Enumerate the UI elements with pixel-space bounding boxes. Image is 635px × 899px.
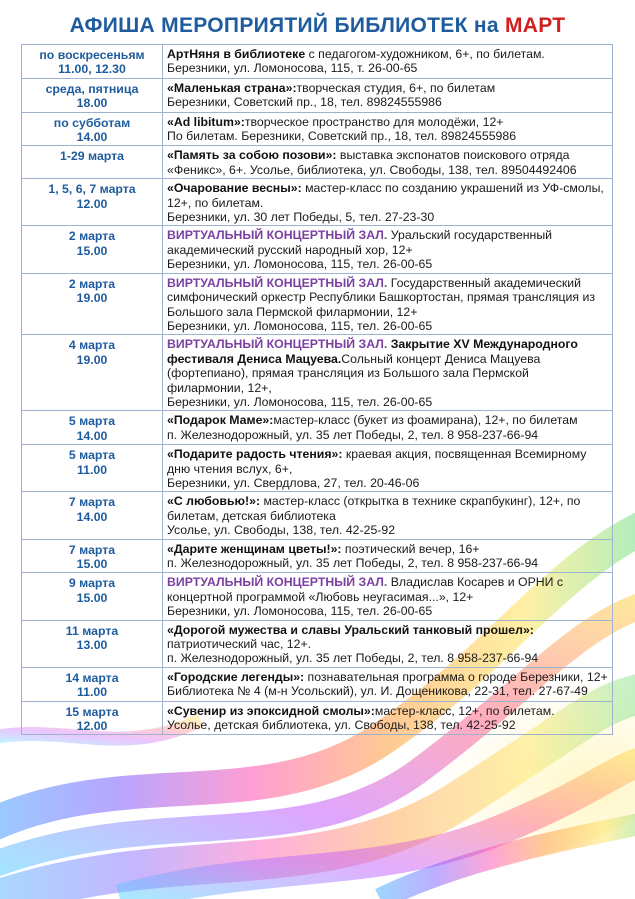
event-date: 2 марта <box>68 229 116 244</box>
event-description-line <box>167 81 608 95</box>
event-row <box>22 78 613 112</box>
event-date: по субботам <box>53 115 131 130</box>
event-when-cell <box>22 492 163 539</box>
event-date: 9 марта <box>68 576 116 591</box>
event-row <box>22 445 613 492</box>
event-detail: мастер-класс по созданию украшений из УФ-смолы, 12+, по билетам. <box>167 181 604 210</box>
event-row <box>22 573 613 620</box>
event-name: «Дарите женщинам цветы!»: <box>167 541 342 556</box>
event-name: «Подарок Маме»: <box>167 413 274 428</box>
event-detail: мастер-класс (букет из фоамирана), 12+, по билетам <box>273 413 578 428</box>
event-time: 15.00 <box>76 590 108 605</box>
event-detail: мастер-класс, 12+, по билетам. <box>374 703 555 718</box>
event-description-line <box>167 148 608 177</box>
event-detail: творческое пространство для молодёжи, 12+ <box>244 114 504 129</box>
event-row <box>22 146 613 179</box>
event-description-line <box>167 494 608 523</box>
event-detail: Владислав Косарев и ОРНИ с концертной программой «Любовь неугасимая...», 12+ <box>167 575 564 604</box>
event-description-line <box>167 95 608 109</box>
event-venue: ВИРТУАЛЬНЫЙ КОНЦЕРТНЫЙ ЗАЛ. <box>167 275 388 290</box>
event-detail: Березники, ул. Ломоносова, 115, тел. 26-00-65 <box>167 257 433 272</box>
event-description-line <box>167 228 608 257</box>
event-description-line <box>167 651 608 665</box>
event-date: 7 марта <box>68 495 116 510</box>
event-date: 7 марта <box>68 542 116 557</box>
event-date: 15 марта <box>65 704 119 719</box>
event-name: «Сувенир из эпоксидной смолы»: <box>167 703 375 718</box>
event-date: 14 марта <box>65 670 119 685</box>
event-row <box>22 273 613 335</box>
event-detail: краевая акция, посвященная Всемирному дню чтения вслух, 6+, <box>167 447 587 476</box>
event-description-line <box>167 337 608 395</box>
event-description-line <box>167 575 608 604</box>
event-row <box>22 492 613 539</box>
event-detail: поэтический вечер, 16+ <box>341 541 480 556</box>
event-row <box>22 667 613 701</box>
event-date: по воскресеньям <box>39 48 145 62</box>
event-row <box>22 226 613 273</box>
poster-title <box>0 14 635 38</box>
event-description-cell <box>163 45 613 79</box>
poster-title-month: МАРТ <box>504 14 566 37</box>
event-venue: ВИРТУАЛЬНЫЙ КОНЦЕРТНЫЙ ЗАЛ. <box>167 228 388 243</box>
event-when-cell <box>22 445 163 492</box>
event-detail: п. Железнодорожный, ул. 35 лет Победы, 2, тел. 8 958-237-66-94 <box>167 427 539 442</box>
event-when-cell <box>22 146 163 179</box>
event-description-line <box>167 718 608 732</box>
event-time: 11.00, 12.30 <box>58 62 126 77</box>
event-description-cell <box>163 411 613 445</box>
event-detail: выставка экспонатов поискового отряда «Феникс», 6+. Усолье, библиотека, ул. Свободы, 138, тел. 89504492406 <box>167 148 577 177</box>
event-when-cell <box>22 179 163 226</box>
event-row <box>22 701 613 735</box>
event-name: Закрытие XV Международного фестиваля Дениса Мацуева. <box>167 337 578 366</box>
event-date: 4 марта <box>68 338 116 353</box>
event-description-line <box>167 210 608 224</box>
event-detail: Березники, Советский пр., 18, тел. 89824555986 <box>167 95 442 110</box>
event-detail: Усолье, ул. Свободы, 138, тел. 42-25-92 <box>167 523 396 538</box>
event-name: «Дорогой мужества и славы Уральский танковый прошел»: <box>167 622 534 637</box>
event-name: «Маленькая страна»: <box>167 80 297 95</box>
event-time: 13.00 <box>76 638 108 653</box>
event-description-line <box>167 115 608 129</box>
event-description-line <box>167 428 608 442</box>
event-time: 14.00 <box>76 130 108 145</box>
event-description-cell <box>163 179 613 226</box>
event-time: 19.00 <box>76 352 108 367</box>
event-date: 1-29 марта <box>59 149 124 164</box>
event-description-line <box>167 670 608 699</box>
event-description-cell <box>163 112 613 146</box>
event-when-cell <box>22 667 163 701</box>
event-name: АртНяня в библиотеке <box>167 47 306 61</box>
event-time: 14.00 <box>76 509 108 524</box>
event-detail: п. Железнодорожный, ул. 35 лет Победы, 2, тел. 8 958-237-66-94 <box>167 651 539 666</box>
event-description-line <box>167 129 608 143</box>
event-detail: Березники, ул. Ломоносова, 115, тел. 26-00-65 <box>167 318 433 333</box>
event-description-cell <box>163 335 613 411</box>
event-detail: Березники, ул. 30 лет Победы, 5, тел. 27-23-30 <box>167 210 435 225</box>
event-time: 12.00 <box>76 196 108 211</box>
event-detail: Березники, ул. Свердлова, 27, тел. 20-46-06 <box>167 475 420 490</box>
event-date: 2 марта <box>68 276 116 291</box>
event-detail: с педагогом-художником, 6+, по билетам. Березники, ул. Ломоносова, 115, т. 26-00-65 <box>167 47 545 76</box>
event-venue: ВИРТУАЛЬНЫЙ КОНЦЕРТНЫЙ ЗАЛ. <box>167 575 388 590</box>
event-when-cell <box>22 45 163 79</box>
event-detail: Березники, ул. Ломоносова, 115, тел. 26-00-65 <box>167 394 433 409</box>
event-time: 11.00 <box>76 685 108 700</box>
event-when-cell <box>22 411 163 445</box>
event-description-line <box>167 447 608 476</box>
event-date: 1, 5, 6, 7 марта <box>48 182 136 197</box>
event-name: «Память за собою позови»: <box>167 148 337 163</box>
event-description-line <box>167 181 608 210</box>
event-when-cell <box>22 335 163 411</box>
event-date: 11 марта <box>65 623 119 638</box>
event-description-line <box>167 623 608 652</box>
event-row <box>22 335 613 411</box>
event-time: 14.00 <box>76 428 108 443</box>
event-detail: По билетам. Березники, Советский пр., 18, тел. 89824555986 <box>167 129 517 144</box>
event-description-line <box>167 319 608 333</box>
event-description-line <box>167 523 608 537</box>
event-time: 11.00 <box>76 462 108 477</box>
event-row <box>22 620 613 667</box>
event-detail: познавательная программа о городе Березники, 12+ Библиотека № 4 (м-н Усольский), ул. И. Дощеникова, 22-31, тел. 27-67-49 <box>167 669 608 699</box>
event-when-cell <box>22 112 163 146</box>
event-when-cell <box>22 226 163 273</box>
event-description-line <box>167 47 608 76</box>
event-detail: Уральский государственный академический русский народный хор, 12+ <box>167 228 553 257</box>
event-when-cell <box>22 78 163 112</box>
event-detail: мастер-класс (открытка в технике скрапбукинг), 12+, по билетам, детская библиотека <box>167 494 581 523</box>
event-time: 15.00 <box>76 557 108 571</box>
event-description-cell <box>163 539 613 573</box>
event-row <box>22 411 613 445</box>
event-detail: п. Железнодорожный, ул. 35 лет Победы, 2, тел. 8 958-237-66-94 <box>167 556 539 570</box>
event-description-cell <box>163 146 613 179</box>
event-time: 15.00 <box>76 243 108 258</box>
event-when-cell <box>22 573 163 620</box>
event-name: «Очарование весны»: <box>167 181 302 196</box>
event-description-line <box>167 476 608 490</box>
event-description-cell <box>163 226 613 273</box>
event-name: «Ad libitum»: <box>167 114 245 129</box>
event-date: 5 марта <box>68 414 116 429</box>
event-when-cell <box>22 273 163 335</box>
event-row <box>22 45 613 79</box>
event-name: «С любовью!»: <box>167 494 261 509</box>
event-date: 5 марта <box>68 448 116 463</box>
event-date: среда, пятница <box>45 81 139 96</box>
poster-title-main: АФИША МЕРОПРИЯТИЙ БИБЛИОТЕК на <box>69 14 505 37</box>
event-detail: творческая студия, 6+, по билетам <box>296 80 496 95</box>
event-time: 12.00 <box>76 719 108 734</box>
event-description-cell <box>163 620 613 667</box>
event-detail: Усолье, детская библиотека, ул. Свободы, 138, тел. 42-25-92 <box>167 718 516 733</box>
event-description-cell <box>163 78 613 112</box>
event-detail: Сольный концерт Дениса Мацуева (фортепиано), прямая трансляция из Большого зала Пермской филармонии, 12+, <box>167 351 541 395</box>
event-description-line <box>167 704 608 718</box>
event-description-line <box>167 257 608 271</box>
event-row <box>22 539 613 573</box>
event-row <box>22 179 613 226</box>
event-description-cell <box>163 701 613 735</box>
event-description-cell <box>163 492 613 539</box>
event-description-line <box>167 395 608 409</box>
event-name: «Городские легенды»: <box>167 669 305 684</box>
event-row <box>22 112 613 146</box>
event-description-cell <box>163 273 613 335</box>
event-description-line <box>167 556 608 570</box>
event-detail: Государственный академический симфонический оркестр Республики Башкортостан, прямая трансляция из Большого зала Пермской филармонии, 12+ <box>167 275 595 319</box>
event-detail: патриотический час, 12+. <box>167 637 312 652</box>
event-time: 18.00 <box>76 96 108 111</box>
event-description-line <box>167 604 608 618</box>
event-time: 19.00 <box>76 291 108 306</box>
event-description-line <box>167 276 608 319</box>
event-description-cell <box>163 573 613 620</box>
event-venue: ВИРТУАЛЬНЫЙ КОНЦЕРТНЫЙ ЗАЛ. <box>167 337 388 352</box>
events-table <box>21 44 613 735</box>
event-when-cell <box>22 701 163 735</box>
event-name: «Подарите радость чтения»: <box>167 447 343 462</box>
event-description-cell <box>163 667 613 701</box>
event-when-cell <box>22 539 163 573</box>
event-detail: Березники, ул. Ломоносова, 115, тел. 26-00-65 <box>167 604 433 619</box>
event-description-line <box>167 542 608 556</box>
event-description-line <box>167 413 608 427</box>
event-description-cell <box>163 445 613 492</box>
event-when-cell <box>22 620 163 667</box>
